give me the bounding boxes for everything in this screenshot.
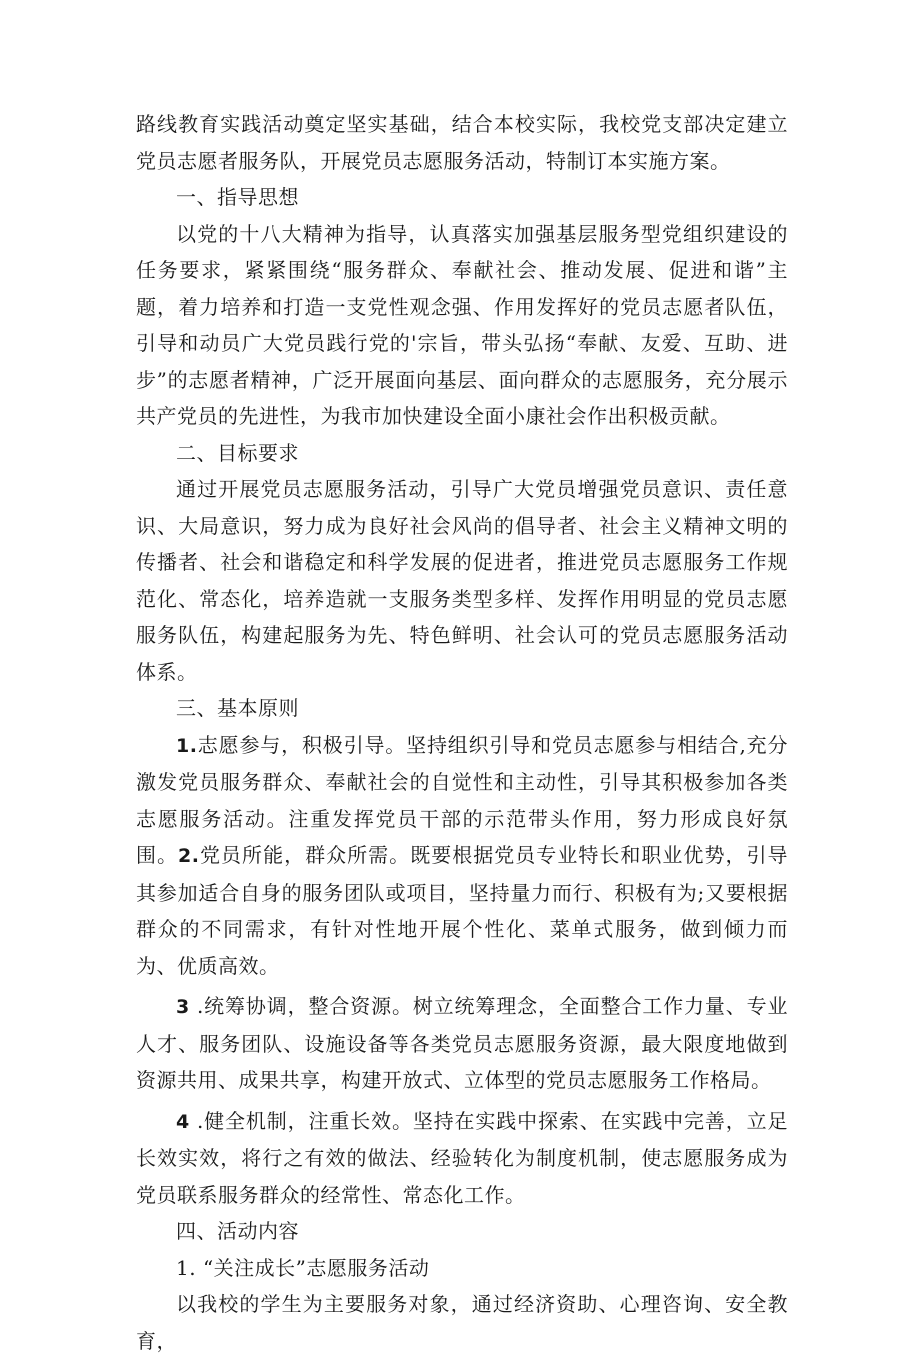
activity-subheading-1: 1. “关注成长”志愿服务活动 <box>176 1255 430 1280</box>
section-body-guiding-thought: 以党的十八大精神为指导，认真落实加强基层服务型党组织建设的任务要求，紧紧围绕“服务群众、奉献社会、推动发展、促进和谐”主题，着力培养和打造一支党性观念强、作用发挥好的党员志愿者队伍，引导和动员广大党员践行党的'宗旨，带头弘扬“奉献、友爱、互助、进步”的志愿者精神，广泛开展面向基层、面向群众的志愿服务，充分展示共产党员的先进性，为我市加快建设全面小康社会作出积极贡献。 <box>136 221 788 428</box>
document-page <box>136 106 788 1359</box>
principle-text-3: .统筹协调，整合资源。树立统筹理念，全面整合工作力量、专业人才、服务团队、设施设备等各类党员志愿服务资源，最大限度地做到资源共用、成果共享，构建开放式、立体型的党员志愿服务工作格局。 <box>136 994 788 1092</box>
principle-number-2: 2. <box>178 845 200 867</box>
principle-number-1: 1. <box>176 734 198 757</box>
activity-body-1: 以我校的学生为主要服务对象，通过经济资助、心理咨询、安全教育， <box>136 1292 788 1353</box>
section-heading-activities: 四、活动内容 <box>176 1219 299 1243</box>
principle-text-1: 志愿参与，积极引导。坚持组织引导和党员志愿参与相结合,充分激发党员服务群众、奉献社会的自觉性和主动性，引导其积极参加各类志愿服务活动。注重发挥党员干部的示范带头作用，努力形成良好氛围。 <box>136 732 788 867</box>
principle-paragraph-3 <box>136 988 788 1099</box>
section-heading-goals: 二、目标要求 <box>176 440 299 465</box>
section-body-goals: 通过开展党员志愿服务活动，引导广大党员增强党员意识、责任意识、大局意识，努力成为良好社会风尚的倡导者、社会主义精神文明的传播者、社会和谐稳定和科学发展的促进者，推进党员志愿服务工作规范化、常态化，培养造就一支服务类型多样、发挥作用明显的党员志愿服务队伍，构建起服务为先、特色鲜明、社会认可的党员志愿服务活动体系。 <box>136 477 788 684</box>
section-heading-principles: 三、基本原则 <box>176 696 299 720</box>
principle-paragraph-1-2 <box>136 727 788 985</box>
intro-paragraph: 路线教育实践活动奠定坚实基础，结合本校实际，我校党支部决定建立党员志愿者服务队，开展党员志愿服务活动，特制订本实施方案。 <box>136 112 788 173</box>
principle-text-4: .健全机制，注重长效。坚持在实践中探索、在实践中完善，立足长效实效，将行之有效的做法、经验转化为制度机制，使志愿服务成为党员联系服务群众的经常性、常态化工作。 <box>136 1108 788 1207</box>
principle-number-4: 4 <box>176 1110 190 1133</box>
principle-number-3: 3 <box>176 996 190 1018</box>
principle-paragraph-4 <box>136 1103 788 1214</box>
principle-text-2: 党员所能，群众所需。既要根据党员专业特长和职业优势，引导其参加适合自身的服务团队或项目，坚持量力而行、积极有为;又要根据群众的不同需求，有针对性地开展个性化、菜单式服务，做到倾力而为、优质高效。 <box>136 843 789 978</box>
section-heading-guiding-thought: 一、指导思想 <box>176 185 299 209</box>
